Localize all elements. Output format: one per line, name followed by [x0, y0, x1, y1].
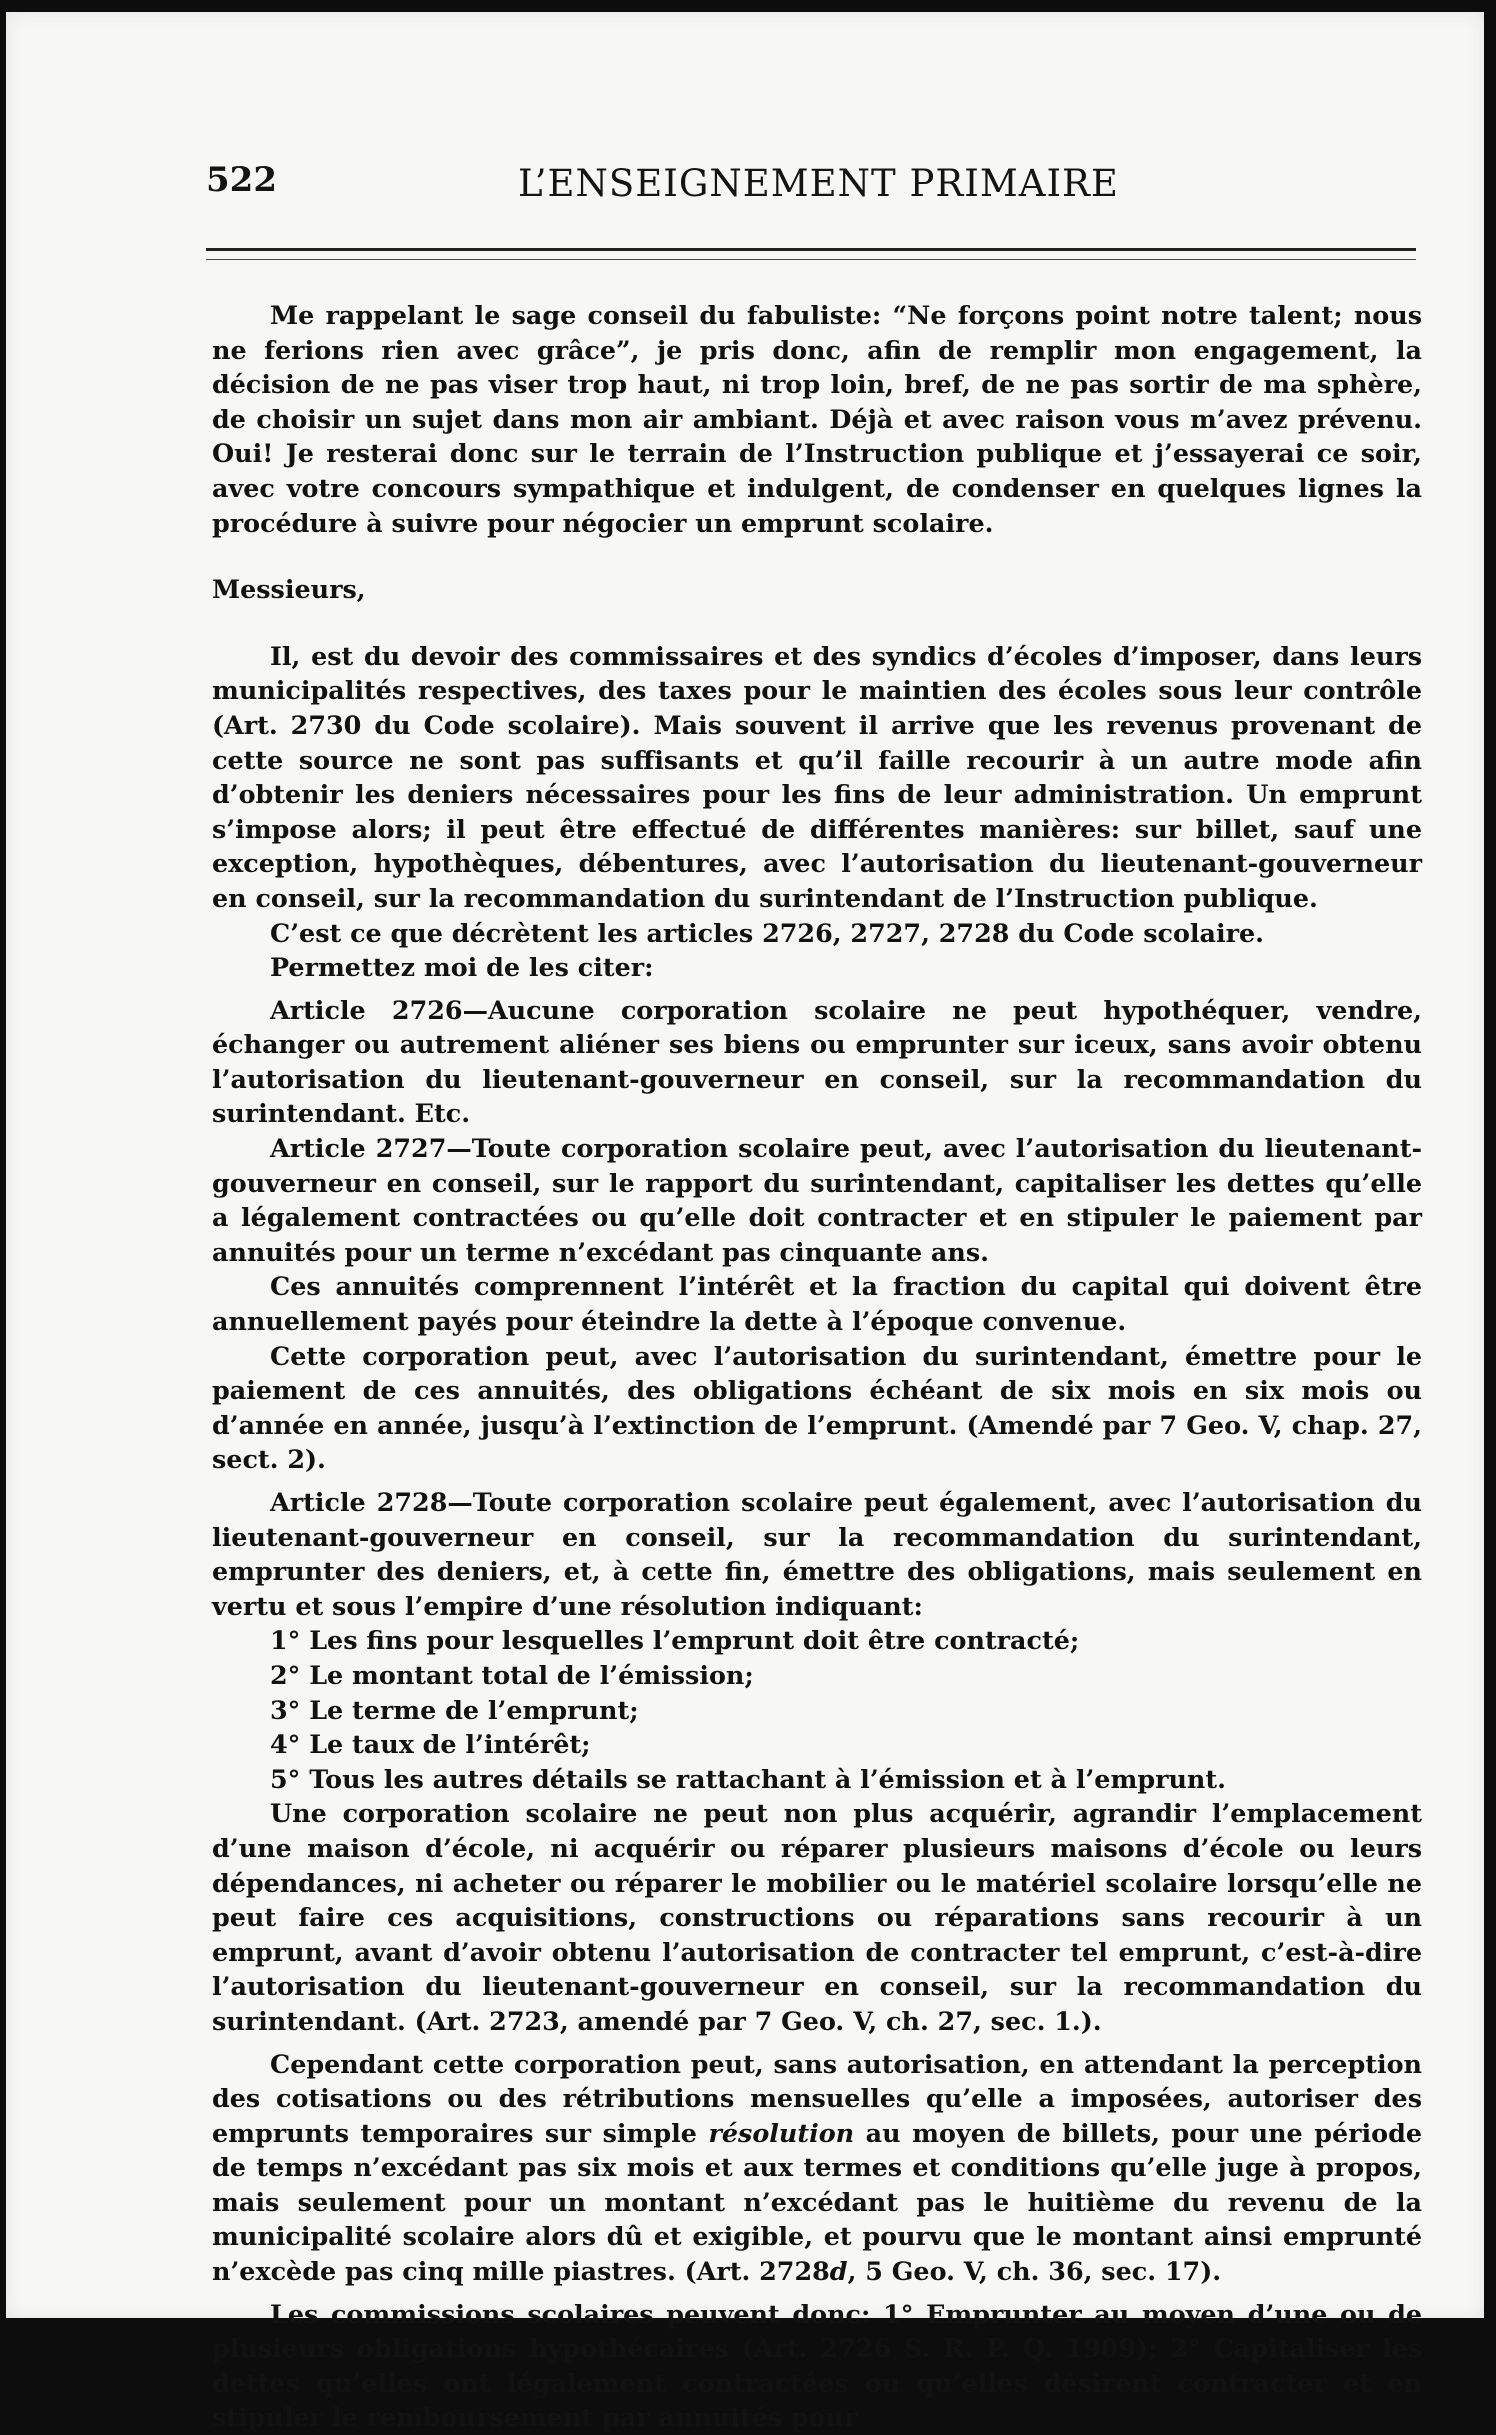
temporary-loans-text-a: Cependant cette corporation peut, sans autorisation, en attendant la perception des cotisations ou des rétributions mensuelles qu’elle a imposées, autoriser des emprunts temporaires sur simple	[212, 2048, 1422, 2148]
paragraph-temporary-loans	[212, 2047, 1422, 2289]
article-2726: Article 2726—Aucune corporation scolaire ne peut hypothéquer, vendre, échanger ou autrement aliéner ses biens ou emprunter sur iceux, sans avoir obtenu l’autorisation du lieutenant-gouverneur en conseil, sur la recommandation du surintendant. Etc.	[212, 994, 1422, 1129]
article-2727: Article 2727—Toute corporation scolaire peut, avec l’autorisation du lieutenant-gouverneur en conseil, sur le rapport du surintendant, capitaliser les dettes qu’elle a légalement contractées ou qu’elle doit contracter et en stipuler le paiement par annuités pour un terme n’excédant pas cinquante ans.	[212, 1133, 1422, 1267]
paragraph-duty: Il, est du devoir des commissaires et des syndics d’écoles d’imposer, dans leurs municipalités respectives, des taxes pour le maintien des écoles sous leur contrôle (Art. 2730 du Code scolaire). Mais souvent il arrive que les revenus provenant de cette source ne sont pas suffisants et qu’il faille recourir à un autre mode afin d’obtenir les deniers nécessaires pour les fins de leur administration. Un emprunt s’impose alors; il peut être effectué de différentes manières: sur billet, sauf une exception, hypothèques, débentures, avec l’autorisation du lieutenant-gouverneur en conseil, sur la recommandation du surintendant de l’Instruction publique.	[212, 640, 1422, 913]
intro-paragraph: Me rappelant le sage conseil du fabuliste: “Ne forçons point notre talent; nous ne ferions rien avec grâce”, je pris donc, afin de remplir mon engagement, la décision de ne pas viser trop haut, ni trop loin, bref, de ne pas sortir de ma sphère, de choisir un sujet dans mon air ambiant. Déjà et avec raison vous m’avez prévenu. Oui! Je resterai donc sur le terrain de l’Instruction publique et j’essayerai ce soir, avec votre concours sympathique et indulgent, de condenser en quelques lignes la procédure à suivre pour négocier un emprunt scolaire.	[212, 300, 1422, 538]
running-title: L’ENSEIGNEMENT PRIMAIRE	[518, 162, 1119, 205]
salutation: Messieurs,	[212, 574, 366, 605]
temporary-loans-text-b: au moyen de billets, pour une période de temps n’excédant pas six mois et aux termes et conditions qu’elle juge à propos, mais seulement pour un montant n’excédant pas le huitième du revenu de la municipalité scolaire alors dû et exigible, et pourvu que le montant ainsi emprunté n’excède pas cinq mille piastres. (Art. 2728	[212, 2117, 1423, 2287]
list-item: 2° Le montant total de l’émission;	[270, 1659, 754, 1690]
header-rule	[206, 248, 1416, 260]
list-item: 4° Le taux de l’intérêt;	[270, 1729, 591, 1760]
page-body	[212, 298, 1422, 2435]
page-number: 522	[206, 160, 277, 200]
list-item: 5° Tous les autres détails se rattachant à l’émission et à l’emprunt.	[270, 1763, 1226, 1794]
list-item: 1° Les fins pour lesquelles l’emprunt doit être contracté;	[270, 1625, 1080, 1656]
temporary-loans-text-c: , 5 Geo. V, ch. 36, sec. 17).	[847, 2256, 1222, 2287]
resolution-italic: résolution	[708, 2117, 855, 2148]
paragraph-cite: Permettez moi de les citer:	[270, 952, 654, 983]
article-2728: Article 2728—Toute corporation scolaire peut également, avec l’autorisation du lieutenant-gouverneur en conseil, sur la recommandation du surintendant, emprunter des deniers, et, à cette fin, émettre des obligations, mais seulement en vertu et sous l’empire d’une résolution indiquant:	[212, 1487, 1422, 1621]
article-suffix-italic: d	[829, 2256, 848, 2287]
paragraph-annuities: Ces annuités comprennent l’intérêt et la fraction du capital qui doivent être annuellement payés pour éteindre la dette à l’époque convenue.	[212, 1271, 1422, 1337]
paragraph-obligations: Cette corporation peut, avec l’autorisation du surintendant, émettre pour le paiement de ces annuités, des obligations échéant de six mois en six mois ou d’année en année, jusqu’à l’extinction de l’emprunt. (Amendé par 7 Geo. V, chap. 27, sect. 2).	[212, 1340, 1422, 1475]
paragraph-articles-reference: C’est ce que décrètent les articles 2726, 2727, 2728 du Code scolaire.	[270, 917, 1265, 948]
list-item: 3° Le terme de l’emprunt;	[270, 1694, 639, 1725]
paragraph-acquisitions: Une corporation scolaire ne peut non plus acquérir, agrandir l’emplacement d’une maison d’école, ni acquérir ou réparer plusieurs maisons d’école ou leurs dépendances, ni acheter ou réparer le mobilier ou le matériel scolaire lorsqu’elle ne peut faire ces acquisitions, constructions ou réparations sans recourir à un emprunt, avant d’avoir obtenu l’autorisation de contracter tel emprunt, c’est-à-dire l’autorisation du lieutenant-gouverneur en conseil, sur la recommandation du surintendant. (Art. 2723, amendé par 7 Geo. V, ch. 27, sec. 1.).	[212, 1798, 1422, 2036]
scanned-page	[6, 12, 1484, 2433]
paragraph-school-commissions: Les commissions scolaires peuvent donc: 1° Emprunter au moyen d’une ou de plusieurs obligations hypothécaires (Art. 2726 S. R. P. Q. 1909); 2° Capitaliser les dettes qu’elles ont légalement contractées ou qu’elles désirent contracter et en stipuler le remboursement par annuités pour	[212, 2298, 1422, 2433]
